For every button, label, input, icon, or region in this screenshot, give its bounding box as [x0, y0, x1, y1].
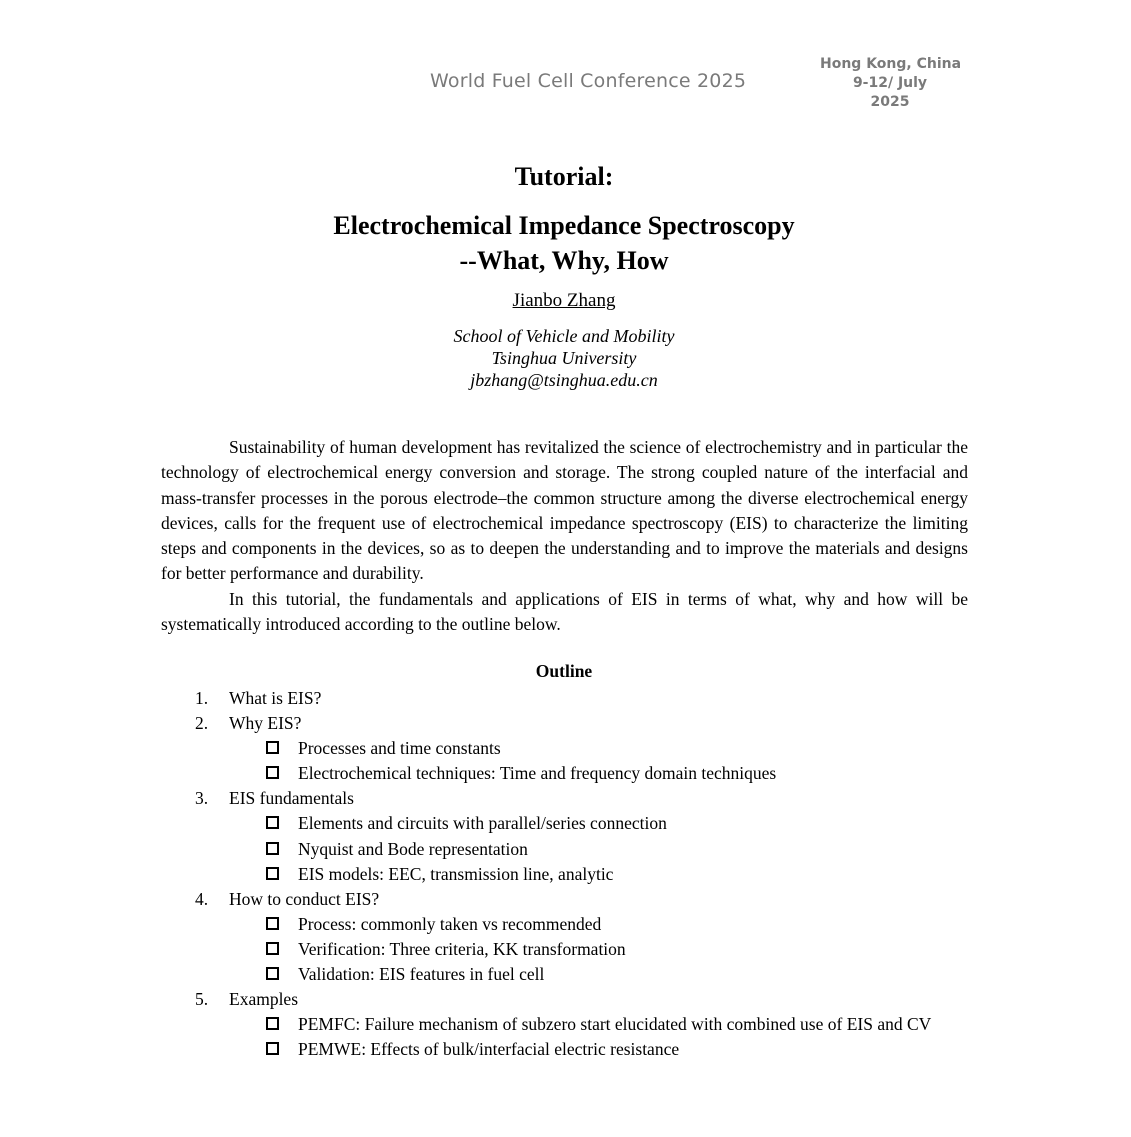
author-name: Jianbo Zhang [512, 290, 616, 311]
outline-section [160, 786, 972, 811]
outline-item-text: PEMFC: Failure mechanism of subzero start elucidated with combined use of EIS and CV [298, 1014, 932, 1035]
checkbox-bullet-icon [266, 766, 279, 779]
outline-item-text: EIS models: EEC, transmission line, analytic [298, 863, 614, 884]
section-title: How to conduct EIS? [229, 888, 380, 909]
abstract [161, 435, 968, 637]
outline-section [160, 711, 972, 736]
outline-item [160, 1012, 972, 1037]
outline-item-text: Process: commonly taken vs recommended [298, 913, 602, 934]
checkbox-bullet-icon [266, 1017, 279, 1030]
tutorial-title-line-2: --What, Why, How [459, 246, 669, 275]
checkbox-bullet-icon [266, 816, 279, 829]
outline-list [160, 686, 972, 1062]
checkbox-bullet-icon [266, 917, 279, 930]
outline-item-text: Verification: Three criteria, KK transformation [298, 938, 626, 959]
outline-item [160, 912, 972, 937]
outline-item-text: Validation: EIS features in fuel cell [298, 964, 545, 985]
affiliation-school: School of Vehicle and Mobility [453, 326, 675, 346]
outline-item-text: PEMWE: Effects of bulk/interfacial electric resistance [298, 1039, 680, 1060]
checkbox-bullet-icon [266, 967, 279, 980]
affiliation-university: Tsinghua University [491, 348, 637, 368]
outline-item-text: Electrochemical techniques: Time and frequency domain techniques [298, 763, 777, 784]
outline-heading: Outline [535, 661, 593, 681]
conference-name: World Fuel Cell Conference 2025 [430, 70, 747, 92]
checkbox-bullet-icon [266, 942, 279, 955]
outline-item [160, 837, 972, 862]
section-title: Examples [229, 989, 299, 1010]
abstract-paragraph: In this tutorial, the fundamentals and applications of EIS in terms of what, why and how will be systematically introduced according to the outline below. [161, 588, 968, 635]
outline-item [160, 811, 972, 836]
conference-location-line: 2025 [870, 94, 910, 110]
outline-section [160, 686, 972, 711]
author-affiliation [160, 325, 968, 391]
checkbox-bullet-icon [266, 867, 279, 880]
outline-section [160, 887, 972, 912]
outline-item [160, 937, 972, 962]
section-number: 5. [195, 989, 209, 1010]
section-number: 1. [195, 688, 209, 708]
checkbox-bullet-icon [266, 741, 279, 754]
section-title: Why EIS? [229, 713, 302, 734]
outline-item [160, 1037, 972, 1062]
section-title: What is EIS? [229, 688, 322, 708]
conference-location-line: Hong Kong, China [820, 56, 962, 72]
outline-item [160, 962, 972, 987]
checkbox-bullet-icon [266, 842, 279, 855]
section-number: 4. [195, 888, 209, 909]
tutorial-title [160, 208, 968, 278]
conference-location-line: 9-12/ July [852, 75, 928, 91]
checkbox-bullet-icon [266, 1042, 279, 1055]
section-number: 3. [195, 788, 209, 809]
author-email: jbzhang@tsinghua.edu.cn [470, 370, 658, 390]
tutorial-label: Tutorial: [514, 162, 614, 191]
conference-location [820, 55, 960, 112]
outline-item-text: Nyquist and Bode representation [298, 838, 528, 859]
outline-section [160, 987, 972, 1012]
tutorial-title-line-1: Electrochemical Impedance Spectroscopy [333, 211, 795, 240]
outline-item-text: Elements and circuits with parallel/series connection [298, 813, 667, 834]
abstract-paragraph: Sustainability of human development has revitalized the science of electrochemistry and in particular the technology of electrochemical energy conversion and storage. The strong coupled nature of the interfacial and mass-transfer processes in the porous electrode–the common structure among the diverse electrochemical energy devices, calls for the frequent use of electrochemical impedance spectroscopy (EIS) to characterize the limiting steps and components in the devices, so as to deepen the understanding and to improve the materials and designs for better performance and durability. [161, 437, 968, 584]
outline-item-text: Processes and time constants [298, 738, 501, 759]
section-number: 2. [195, 713, 209, 734]
outline-item [160, 736, 972, 761]
outline-item [160, 761, 972, 786]
outline-item [160, 862, 972, 887]
section-title: EIS fundamentals [229, 788, 354, 809]
